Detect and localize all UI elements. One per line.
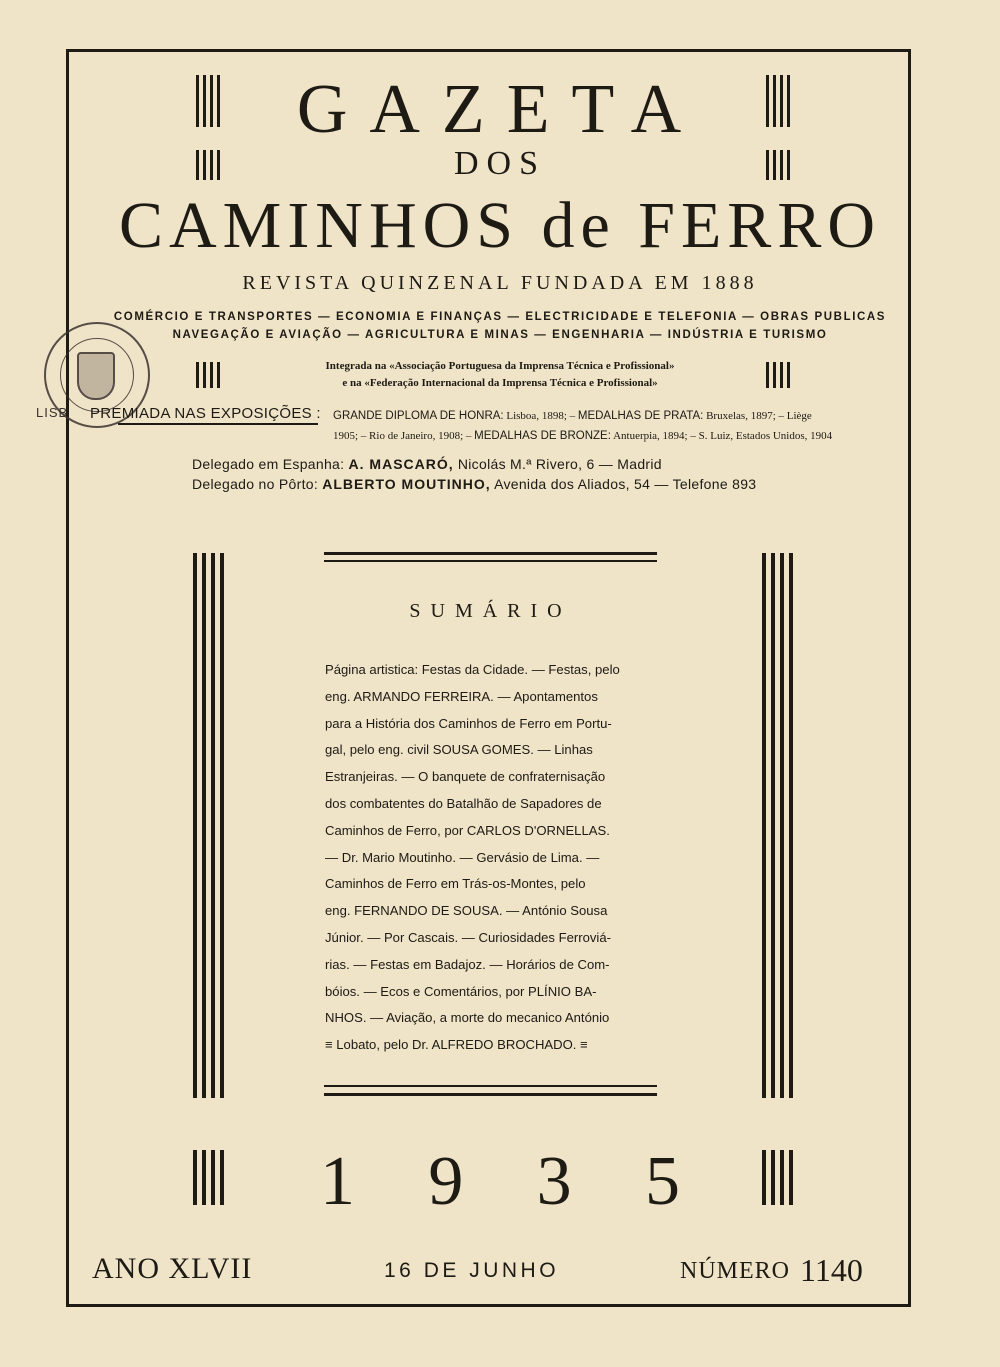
- awards-text: [333, 406, 898, 446]
- summary-line: Estranjeiras. — O banquete de confraternisação: [325, 769, 606, 785]
- summary-top-rule-2: [324, 560, 657, 562]
- award-text-2: Bruxelas, 1897; – Liège: [706, 410, 812, 422]
- summary-body: [325, 657, 657, 1059]
- year-digit: 9: [428, 1143, 464, 1220]
- summary-line: para a História dos Caminhos de Ferro em Portu-: [325, 715, 612, 731]
- award-head-bronze: MEDALHAS DE BRONZE:: [474, 430, 611, 442]
- summary-line: — Dr. Mario Moutinho. — Gervásio de Lima. —: [325, 849, 600, 865]
- masthead-title-gazeta: GAZETA: [296, 71, 704, 148]
- year-digit: 5: [644, 1143, 680, 1220]
- delegate-spain-label: Delegado em Espanha:: [192, 456, 345, 472]
- summary-line: gal, pelo eng. civil SOUSA GOMES. — Linhas: [325, 742, 593, 758]
- year-digit: 1: [320, 1143, 355, 1220]
- stamp-label: LISB: [36, 405, 69, 420]
- footer-date: 16 DE JUNHO: [384, 1259, 560, 1282]
- summary-bottom-rule: [324, 1085, 657, 1087]
- year-bars-right: [762, 1150, 793, 1205]
- year-digit: 3: [536, 1143, 572, 1220]
- summary-line: ≡ Lobato, pelo Dr. ALFREDO BROCHADO. ≡: [325, 1037, 588, 1053]
- summary-line: Página artistica: Festas da Cidade. — Festas, pelo: [325, 662, 620, 677]
- awards-underline: [118, 423, 318, 425]
- masthead-title-dos: DOS: [453, 145, 547, 182]
- footer-year-volume: ANO XLVII: [92, 1252, 253, 1285]
- award-text-1: Lisboa, 1898; –: [506, 410, 576, 422]
- delegate-porto-address: Avenida dos Aliados, 54 — Telefone 893: [494, 476, 757, 492]
- delegate-porto-name: ALBERTO MOUTINHO,: [322, 476, 491, 492]
- award-head-honra: GRANDE DIPLOMA DE HONRA:: [333, 410, 504, 422]
- footer-number-value: 1140: [800, 1252, 863, 1288]
- coat-of-arms-icon: [77, 352, 115, 400]
- summary-line: dos combatentes do Batalhão de Sapadores de: [325, 795, 602, 811]
- masthead-title-caminhos: CAMINHOS de FERRO: [118, 189, 882, 262]
- summary-line: eng. ARMANDO FERREIRA. — Apontamentos: [325, 688, 598, 704]
- award-text-3: 1905; – Rio de Janeiro, 1908; –: [333, 430, 472, 442]
- delegate-porto-label: Delegado no Pôrto:: [192, 476, 319, 492]
- integrada-line-1: Integrada na «Associação Portuguesa da Imprensa Técnica e Profissional»: [325, 360, 675, 372]
- summary-line: Caminhos de Ferro em Trás-os-Montes, pelo: [325, 876, 586, 892]
- delegate-spain: [192, 456, 662, 472]
- summary-bottom-rule-2: [324, 1093, 657, 1096]
- topics-line-2: NAVEGAÇÃO E AVIAÇÃO — AGRICULTURA E MINAS — ENGENHARIA — INDÚSTRIA E TURISMO: [172, 329, 828, 341]
- award-head-prata: MEDALHAS DE PRATA:: [577, 410, 704, 422]
- integrada-line-2: e na «Federação Internacional da Imprensa Técnica e Profissional»: [342, 377, 658, 389]
- summary-line: Júnior. — Por Cascais. — Curiosidades Ferroviá-: [325, 929, 611, 945]
- summary-line: bóios. — Ecos e Comentários, por PLÍNIO BA-: [325, 983, 597, 999]
- summary-right-bars: [762, 553, 793, 1098]
- summary-left-bars: [193, 553, 224, 1098]
- delegate-porto: [192, 476, 756, 492]
- awards-label: PREMIADA NAS EXPOSIÇÕES :: [90, 405, 321, 422]
- topics-line-1: COMÉRCIO E TRANSPORTES — ECONOMIA E FINANÇAS — ELECTRICIDADE E TELEFONIA — OBRAS PUBLICAS: [113, 311, 887, 323]
- delegate-spain-name: A. MASCARÓ,: [348, 456, 454, 472]
- summary-line: Caminhos de Ferro, por CARLOS D'ORNELLAS.: [325, 822, 610, 838]
- year: [320, 1142, 680, 1222]
- masthead-subtitle: REVISTA QUINZENAL FUNDADA EM 1888: [242, 272, 758, 294]
- footer-number-label: NÚMERO: [680, 1258, 791, 1284]
- award-text-4: Antuerpia, 1894; – S. Luiz, Estados Unidos, 1904: [613, 430, 833, 442]
- summary-title: SUMÁRIO: [409, 600, 572, 622]
- summary-line: eng. FERNANDO DE SOUSA. — António Sousa: [325, 903, 608, 919]
- summary-line: NHOS. — Aviação, a morte do mecanico António: [325, 1010, 610, 1026]
- year-bars-left: [193, 1150, 224, 1205]
- delegate-spain-address: Nicolás M.ª Rivero, 6 — Madrid: [457, 456, 662, 472]
- summary-top-rule: [324, 552, 657, 555]
- summary-line: rias. — Festas em Badajoz. — Horários de Com-: [325, 956, 610, 972]
